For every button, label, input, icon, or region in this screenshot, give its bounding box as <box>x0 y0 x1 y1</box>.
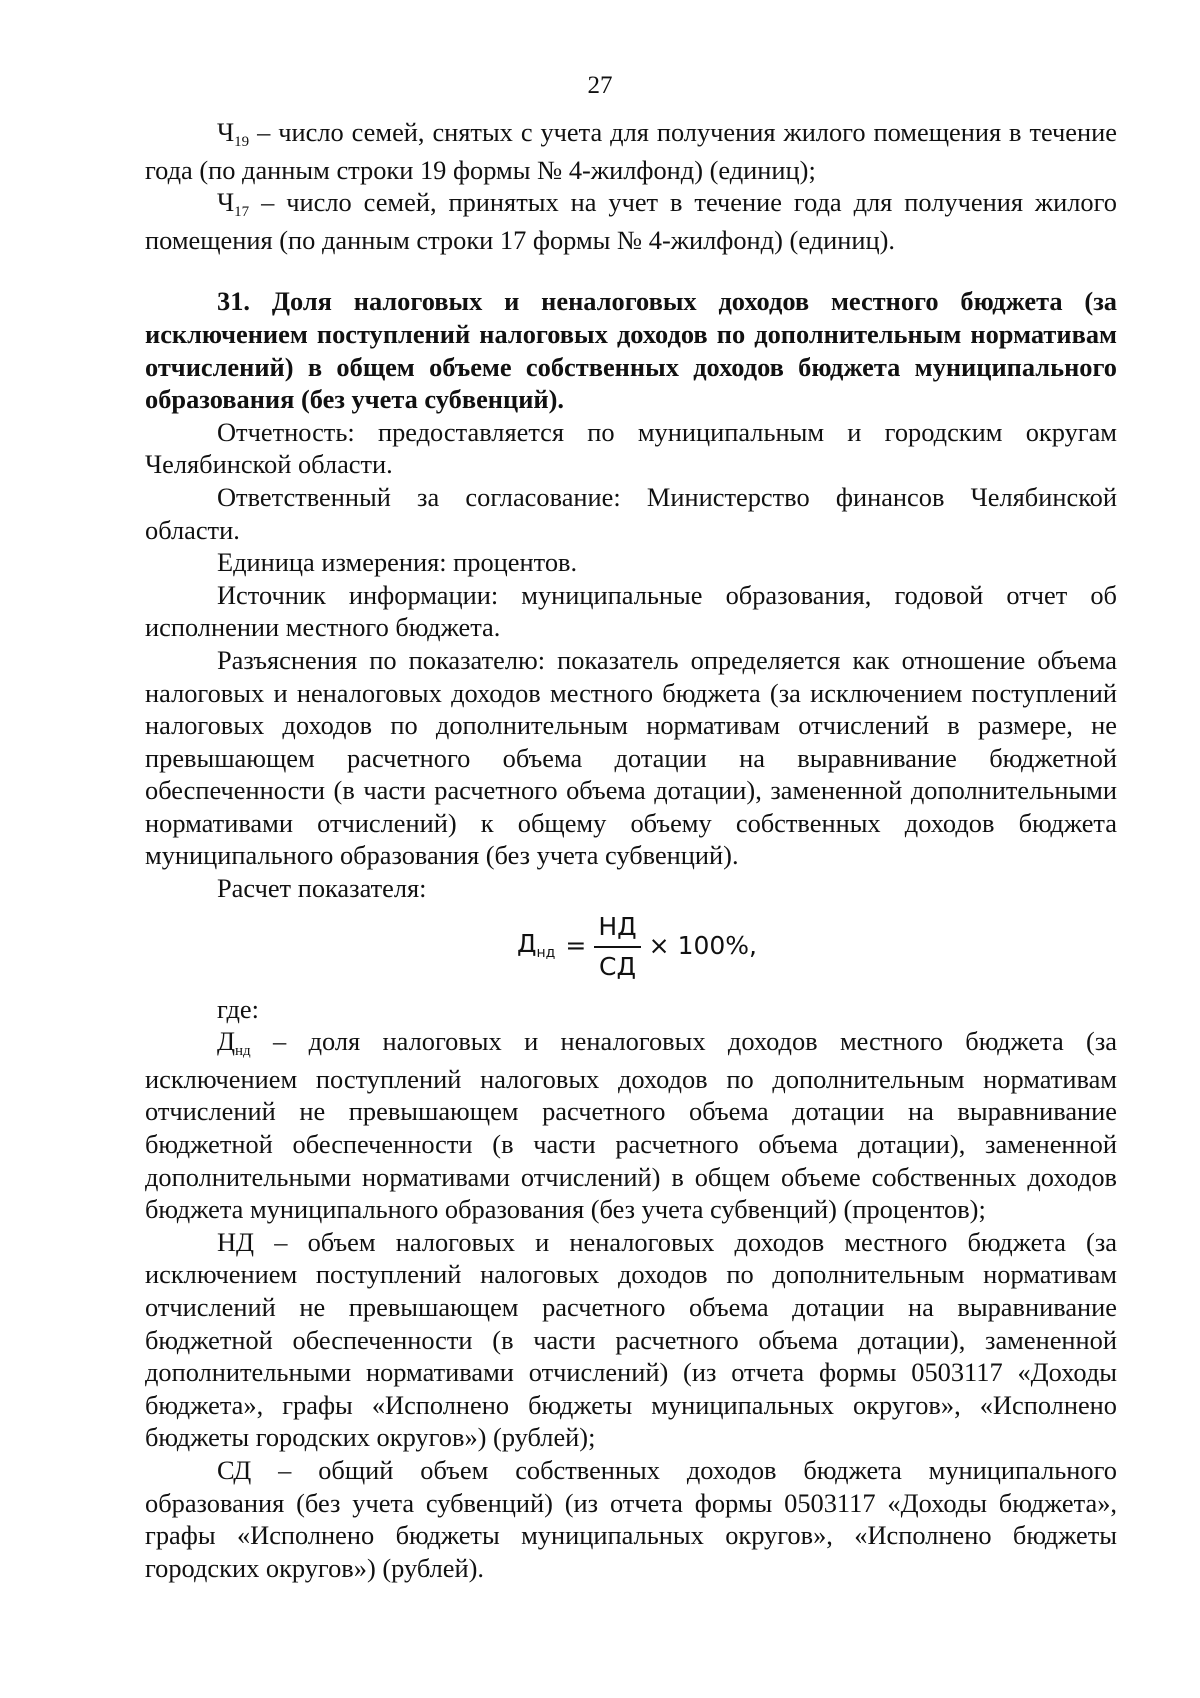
definition-sd <box>145 1454 1117 1584</box>
definition-subscript: 17 <box>234 204 250 221</box>
formula-fraction <box>594 911 640 983</box>
definition-text: – общий объем собственных доходов бюджета муниципального образования (без учета субвенций) (из отчета формы 0503117 «Доходы бюджета», графы «Исполнено бюджеты муниципальных округов», «Исполнено бюджеты городских округов») (рублей). <box>145 1454 1117 1583</box>
formula <box>145 905 1117 993</box>
formula-equals: = <box>565 931 587 961</box>
definition-text: – объем налоговых и неналоговых доходов местного бюджета (за исключением поступлений налоговых доходов по дополнительным нормативам отчислений не превышающем расчетного объема дотации на выравнивание бюджетной обеспеченности (в части расчетного объема дотации), замененной дополнительными нормативами отчислений) (из отчета формы 0503117 «Доходы бюджета», графы «Исполнено бюджеты муниципальных округов», «Исполнено бюджеты городских округов») (рублей); <box>145 1226 1117 1453</box>
definition-ch19 <box>145 116 1117 186</box>
definition-subscript: 19 <box>234 134 250 150</box>
unit-paragraph: Единица измерения: процентов. <box>217 547 578 578</box>
definition-symbol: НД <box>217 1226 255 1257</box>
definition-symbol: Ч <box>217 187 235 218</box>
definition-text: – доля налоговых и неналоговых доходов местного бюджета (за исключением поступлений налоговых доходов по дополнительным нормативам отчислений не превышающем расчетного объема дотации на выравнивание бюджетной обеспеченности (в части расчетного объема дотации), замененной дополнительными нормативами отчислений) в общем объеме собственных доходов бюджета муниципального образования (без учета субвенций) (процентов); <box>145 1026 1117 1225</box>
formula-multiplier: × 100%, <box>648 931 757 961</box>
definition-text: – число семей, принятых на учет в течение года для получения жилого помещения (по данным строки 17 формы № 4-жилфонд) (единиц). <box>145 187 1117 255</box>
definition-symbol: СД <box>217 1454 252 1485</box>
formula-numerator: НД <box>594 911 640 948</box>
formula-lhs <box>517 928 555 965</box>
source-paragraph: Источник информации: муниципальные образования, годовой отчет об исполнении местного бюджета. <box>145 579 1117 643</box>
where-label: где: <box>217 993 259 1024</box>
definition-ch17 <box>145 186 1117 256</box>
page-number: 27 <box>587 72 613 99</box>
definition-dnd <box>145 1025 1117 1226</box>
definition-symbol: Д <box>217 1026 236 1057</box>
definition-text: – число семей, снятых с учета для получения жилого помещения в течение года (по данным строки 19 формы № 4-жилфонд) (единиц); <box>145 117 1117 185</box>
responsible-paragraph: Ответственный за согласование: Министерство финансов Челябинской области. <box>145 481 1117 545</box>
calculation-label: Расчет показателя: <box>217 873 427 904</box>
reporting-paragraph: Отчетность: предоставляется по муниципальным и городским округам Челябинской области. <box>145 416 1117 480</box>
formula-denominator: СД <box>599 951 636 981</box>
formula-lhs-symbol: Д <box>517 929 537 959</box>
page-content <box>145 116 1117 1584</box>
definition-symbol: Ч <box>217 117 235 147</box>
explanation-paragraph: Разъяснения по показателю: показатель определяется как отношение объема налоговых и неналоговых доходов местного бюджета (за исключением поступлений налоговых доходов по дополнительным нормативам отчислений в размере, не превышающем расчетного объема дотации на выравнивание бюджетной обеспеченности (в части расчетного объема дотации), замененной дополнительными нормативами отчислений) к общему объему собственных доходов бюджета муниципального образования (без учета субвенций). <box>145 644 1117 871</box>
section-gap <box>145 256 1117 285</box>
definition-nd <box>145 1226 1117 1454</box>
definition-subscript: нд <box>235 1043 251 1060</box>
formula-lhs-subscript: нд <box>536 945 556 962</box>
formula-expression <box>517 907 757 987</box>
section-title: 31. Доля налоговых и неналоговых доходов местного бюджета (за исключением поступлений налоговых доходов по дополнительным нормативам отчислений) в общем объеме собственных доходов бюджета муниципального образования (без учета субвенций). <box>145 286 1117 415</box>
